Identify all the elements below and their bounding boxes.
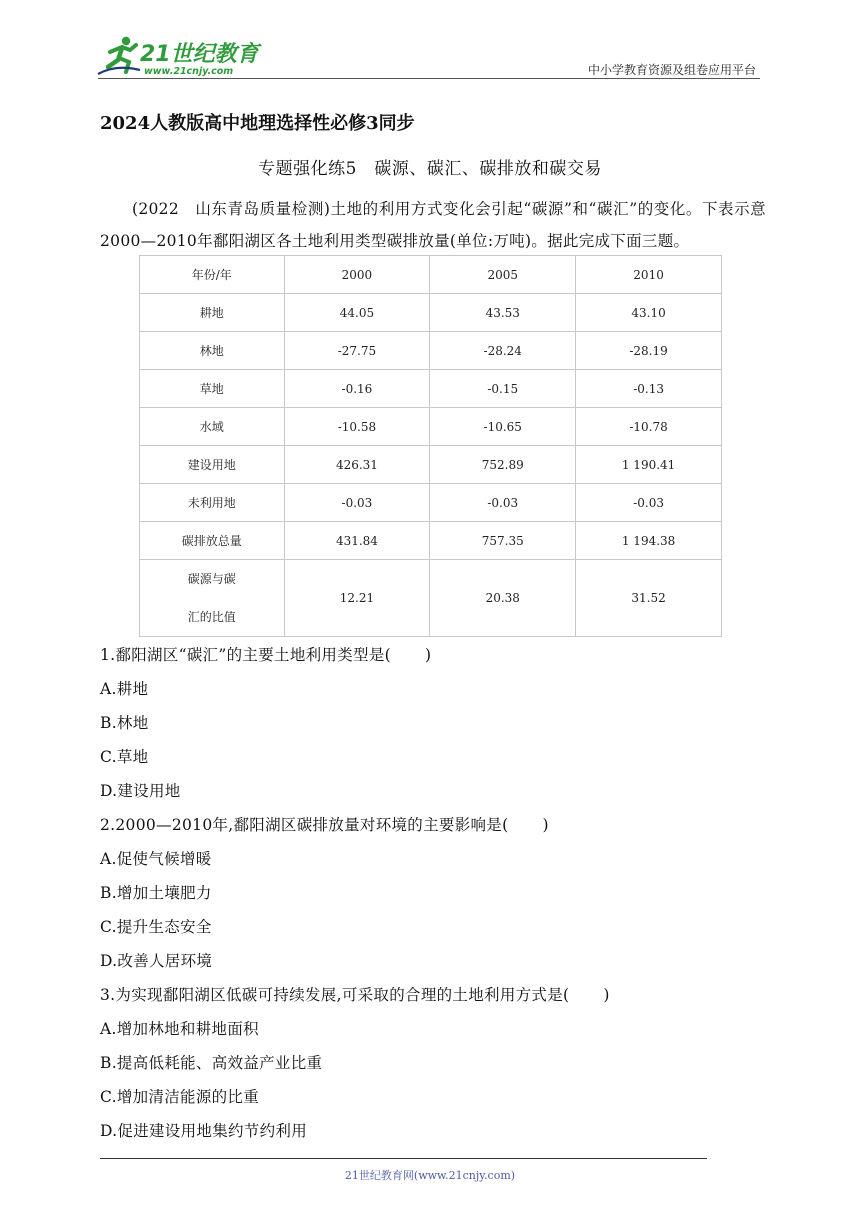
table-row bbox=[140, 332, 722, 370]
table-cell: 31.52 bbox=[576, 560, 722, 637]
table-cell: 20.38 bbox=[430, 560, 576, 637]
question-stem-close: ) bbox=[425, 646, 432, 664]
table-row bbox=[140, 370, 722, 408]
table-cell: -0.15 bbox=[430, 370, 576, 408]
question-option: B.增加土壤肥力 bbox=[100, 884, 212, 902]
header-divider bbox=[98, 78, 760, 79]
table-cell: -10.78 bbox=[576, 408, 722, 446]
question-stem-text: 2.2000—2010年,鄱阳湖区碳排放量对环境的主要影响是( bbox=[100, 816, 509, 834]
table-cell: -0.13 bbox=[576, 370, 722, 408]
logo-url: www.21cnjy.com bbox=[144, 66, 234, 77]
question-stem bbox=[100, 978, 766, 1012]
table-row bbox=[140, 484, 722, 522]
question-list bbox=[100, 638, 766, 1148]
question-stem-text: 3.为实现鄱阳湖区低碳可持续发展,可采取的合理的土地利用方式是( bbox=[100, 986, 570, 1004]
question-option: D.建设用地 bbox=[100, 782, 181, 800]
row-label: 林地 bbox=[140, 332, 285, 370]
table-cell: 757.35 bbox=[430, 522, 576, 560]
section-title: 专题强化练5 碳源、碳汇、碳排放和碳交易 bbox=[258, 159, 602, 179]
row-label: 水域 bbox=[140, 408, 285, 446]
site-logo[interactable] bbox=[96, 34, 266, 78]
table-row bbox=[140, 560, 722, 637]
question-option: D.促进建设用地集约节约利用 bbox=[100, 1122, 308, 1140]
table-cell: -28.24 bbox=[430, 332, 576, 370]
table-header-cell: 2000 bbox=[284, 256, 430, 294]
logo-text: 21世纪教育 bbox=[140, 42, 259, 67]
table-row bbox=[140, 446, 722, 484]
table-cell: 43.53 bbox=[430, 294, 576, 332]
carbon-emission-table bbox=[139, 255, 722, 637]
runner-logo-icon bbox=[96, 34, 266, 78]
table-cell: 752.89 bbox=[430, 446, 576, 484]
question-stem-close: ) bbox=[603, 986, 610, 1004]
intro-paragraph: (2022 山东青岛质量检测)土地的利用方式变化会引起“碳源”和“碳汇”的变化。下表示意2000—2010年鄱阳湖区各土地利用类型碳排放量(单位:万吨)。据此完成下面三题。 bbox=[100, 200, 766, 250]
table-header-cell: 2010 bbox=[576, 256, 722, 294]
question-stem bbox=[100, 638, 766, 672]
table-cell: 44.05 bbox=[284, 294, 430, 332]
table-header-row bbox=[140, 256, 722, 294]
row-label: 草地 bbox=[140, 370, 285, 408]
row-label: 碳排放总量 bbox=[140, 522, 285, 560]
question-stem bbox=[100, 808, 766, 842]
row-label: 耕地 bbox=[140, 294, 285, 332]
table-cell: -28.19 bbox=[576, 332, 722, 370]
table-cell: -10.58 bbox=[284, 408, 430, 446]
question-option: C.草地 bbox=[100, 748, 149, 766]
table-cell: -0.16 bbox=[284, 370, 430, 408]
table-row bbox=[140, 522, 722, 560]
document-title: 2024人教版高中地理选择性必修3同步 bbox=[100, 113, 415, 134]
question-option: D.改善人居环境 bbox=[100, 952, 213, 970]
footer-link[interactable]: 21世纪教育网(www.21cnjy.com) bbox=[344, 1169, 516, 1182]
table-cell: -27.75 bbox=[284, 332, 430, 370]
question-option: A.促使气候增暖 bbox=[100, 850, 212, 868]
table-cell: -0.03 bbox=[576, 484, 722, 522]
row-label-line: 碳源与碳 bbox=[187, 572, 236, 586]
table-cell: 1 190.41 bbox=[576, 446, 722, 484]
table-cell: 43.10 bbox=[576, 294, 722, 332]
table-row bbox=[140, 294, 722, 332]
row-label-line: 汇的比值 bbox=[187, 610, 236, 624]
row-label: 未利用地 bbox=[140, 484, 285, 522]
question-stem-text: 1.鄱阳湖区“碳汇”的主要土地利用类型是( bbox=[100, 646, 391, 664]
table-cell: -0.03 bbox=[284, 484, 430, 522]
table-cell: -0.03 bbox=[430, 484, 576, 522]
header-slogan: 中小学教育资源及组卷应用平台 bbox=[587, 63, 756, 77]
question-option: A.增加林地和耕地面积 bbox=[100, 1020, 259, 1038]
table-cell: 1 194.38 bbox=[576, 522, 722, 560]
table-header-cell: 年份/年 bbox=[140, 256, 285, 294]
question-stem-close: ) bbox=[542, 816, 549, 834]
table-cell: 12.21 bbox=[284, 560, 430, 637]
table-cell: -10.65 bbox=[430, 408, 576, 446]
footer-divider bbox=[100, 1158, 707, 1159]
table-cell: 426.31 bbox=[284, 446, 430, 484]
row-label: 建设用地 bbox=[140, 446, 285, 484]
question-option: A.耕地 bbox=[100, 680, 149, 698]
table-row bbox=[140, 408, 722, 446]
question-option: B.提高低耗能、高效益产业比重 bbox=[100, 1054, 323, 1072]
question-option: C.增加清洁能源的比重 bbox=[100, 1088, 260, 1106]
table-header-cell: 2005 bbox=[430, 256, 576, 294]
question-option: C.提升生态安全 bbox=[100, 918, 212, 936]
question-option: B.林地 bbox=[100, 714, 149, 732]
row-label bbox=[140, 560, 285, 637]
table-cell: 431.84 bbox=[284, 522, 430, 560]
